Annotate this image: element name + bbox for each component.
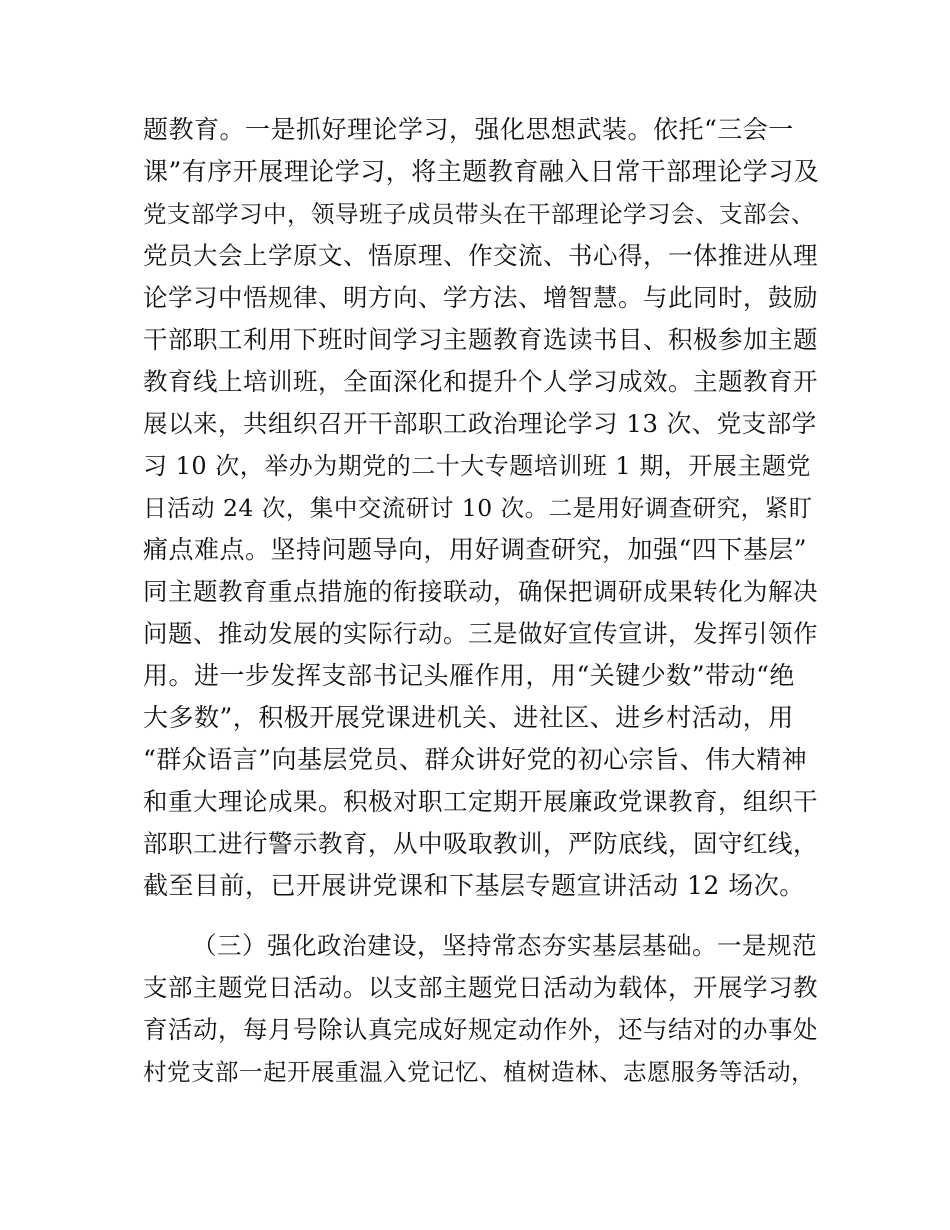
text-line: 村党支部一起开展重温入党记忆、植树造林、志愿服务等活动， <box>143 1058 815 1086</box>
text-line: 和重大理论成果。积极对职工定期开展廉政党课教育，组织干 <box>143 787 818 816</box>
text-line: 问题、推动发展的实际行动。三是做好宣传宣讲，发挥引领作 <box>143 619 818 648</box>
text-line: 日活动 24 次，集中交流研讨 10 次。二是用好调查研究，紧盯 <box>143 494 813 522</box>
text-line: 展以来，共组织召开干部职工政治理论学习 13 次、党支部学 <box>143 409 817 438</box>
text-line: “群众语言”向基层党员、群众讲好党的初心宗旨、伟大精神 <box>143 745 808 774</box>
text-line: 截至目前，已开展讲党课和下基层专题宣讲活动 12 场次。 <box>143 871 805 900</box>
text-line: 党员大会上学原文、悟原理、作交流、书心得，一体推进从理 <box>143 241 818 270</box>
text-line: 课”有序开展理论学习，将主题教育融入日常干部理论学习及 <box>143 157 820 186</box>
text-line: 育活动，每月号除认真完成好规定动作外，还与结对的办事处 <box>143 1015 818 1044</box>
text-line: 干部职工利用下班时间学习主题教育选读书目、积极参加主题 <box>143 325 818 354</box>
text-line: 大多数”，积极开展党课进机关、进社区、进乡村活动，用 <box>143 703 794 732</box>
text-line: 论学习中悟规律、明方向、学方法、增智慧。与此同时，鼓励 <box>143 283 818 312</box>
text-line: 痛点难点。坚持问题导向，用好调查研究，加强“四下基层” <box>143 535 808 564</box>
text-line: 用。进一步发挥支部书记头雁作用，用“关键少数”带动“绝 <box>143 661 795 690</box>
text-line: 习 10 次，举办为期党的二十大专题培训班 1 期，开展主题党 <box>143 452 811 480</box>
text-line: 支部主题党日活动。以支部主题党日活动为载体，开展学习教 <box>143 973 818 1002</box>
text-line: 同主题教育重点措施的衔接联动，确保把调研成果转化为解决 <box>143 577 818 606</box>
text-line: 部职工进行警示教育，从中吸取教训，严防底线，固守红线， <box>143 829 818 858</box>
text-line: 题教育。一是抓好理论学习，强化思想武装。依托“三会一 <box>143 115 794 144</box>
text-line: 教育线上培训班，全面深化和提升个人学习成效。主题教育开 <box>143 367 818 396</box>
section-heading-line: （三）强化政治建设，坚持常态夯实基层基础。一是规范 <box>192 931 817 960</box>
text-line: 党支部学习中，领导班子成员带头在干部理论学习会、支部会、 <box>143 200 815 228</box>
